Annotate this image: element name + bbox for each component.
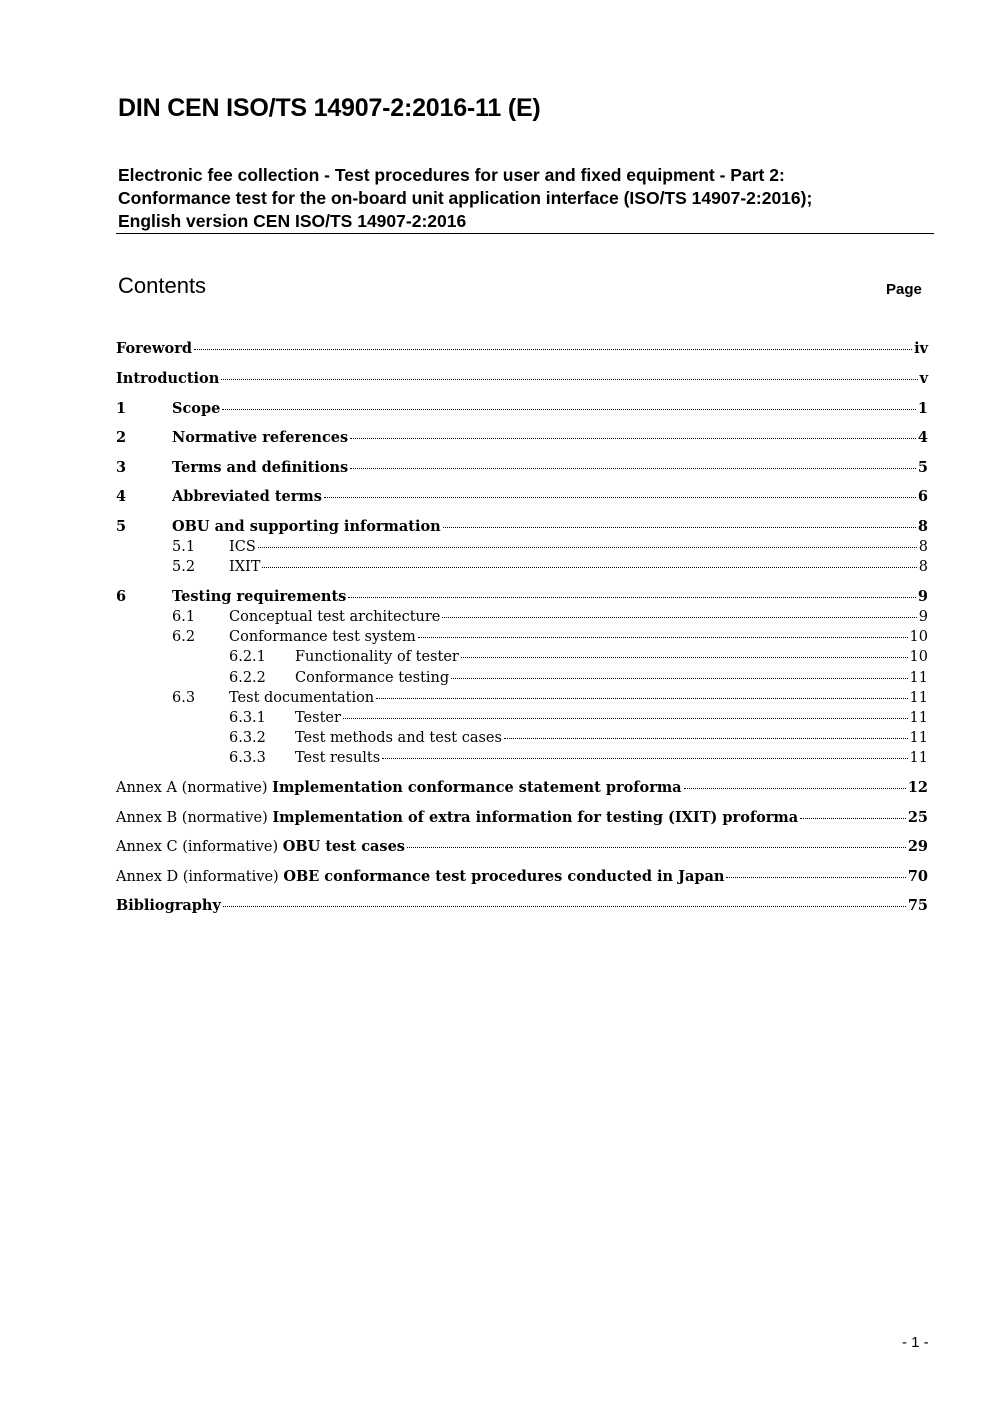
annex-title: Implementation conformance statement proforma (272, 779, 682, 796)
toc-entry-page: 5 (917, 459, 928, 476)
toc-entry-number: 6.3 (172, 690, 196, 706)
dot-leader (223, 906, 906, 907)
toc-entry-page: 1 (917, 400, 928, 417)
toc-entry-label: Test methods and test cases (295, 730, 502, 746)
toc-entry-number: 4 (116, 488, 127, 505)
dot-leader (324, 497, 916, 498)
toc-entry-abbreviated-terms[interactable] (116, 487, 928, 507)
toc-entry-page: iv (914, 340, 928, 357)
toc-entry-label (116, 808, 798, 828)
subtitle-line: English version CEN ISO/TS 14907-2:2016 (118, 211, 467, 231)
toc-entry-conceptual-test-architecture[interactable] (116, 607, 928, 627)
toc-entry-number: 2 (116, 429, 127, 446)
dot-leader (451, 678, 907, 679)
toc-entry-label: Introduction (116, 370, 220, 387)
toc-entry-normative-references[interactable] (116, 428, 928, 448)
toc-entry-number: 6.2 (172, 629, 196, 645)
document-title: DIN CEN ISO/TS 14907-2:2016-11 (E) (118, 94, 541, 122)
toc-entry-page: 12 (907, 779, 928, 796)
toc-entry-page: 4 (917, 429, 928, 446)
dot-leader (350, 468, 916, 469)
dot-leader (800, 818, 906, 819)
toc-entry-number: 3 (116, 459, 127, 476)
toc-entry-functionality-of-tester[interactable] (116, 647, 928, 667)
page-number: - 1 - (902, 1334, 929, 1351)
toc-entry-page: 8 (917, 518, 928, 535)
toc-entry-page: 8 (918, 539, 928, 555)
dot-leader (376, 698, 907, 699)
toc-entry-page: 25 (907, 809, 928, 826)
toc-entry-label: Functionality of tester (295, 649, 459, 665)
dot-leader (684, 788, 906, 789)
toc-entry-page: 9 (918, 609, 928, 625)
toc-entry-label: OBU and supporting information (172, 518, 441, 535)
toc-entry-page: 6 (917, 488, 928, 505)
toc-entry-scope[interactable] (116, 399, 928, 419)
toc-entry-page: 29 (907, 838, 928, 855)
toc-entry-page: v (919, 370, 928, 387)
toc-entry-tester[interactable] (116, 708, 928, 728)
annex-title: Implementation of extra information for testing (IXIT) proforma (272, 809, 799, 826)
dot-leader (222, 409, 916, 410)
toc-entry-label: Conformance test system (229, 629, 416, 645)
toc-entry-number: 6 (116, 588, 127, 605)
toc-entry-label: Bibliography (116, 897, 221, 914)
annex-title: OBU test cases (282, 838, 405, 855)
toc-entry-label: Test results (295, 750, 381, 766)
dot-leader (194, 349, 912, 350)
toc-entry-number: 6.1 (172, 609, 196, 625)
subtitle-line: Conformance test for the on-board unit application interface (ISO/TS 14907-2:2016); (118, 188, 813, 208)
toc-entry-bibliography[interactable] (116, 896, 928, 916)
toc-entry-label (116, 778, 682, 798)
toc-entry-number: 1 (116, 400, 127, 417)
toc-entry-page: 11 (909, 730, 928, 746)
contents-heading: Contents (118, 273, 207, 298)
toc-entry-label: Conceptual test architecture (229, 609, 441, 625)
toc-entry-page: 10 (909, 629, 928, 645)
toc-entry-number: 5.2 (172, 559, 196, 575)
annex-prefix: Annex A (normative) (116, 780, 273, 796)
toc-entry-conformance-testing[interactable] (116, 668, 928, 688)
toc-entry-label: Normative references (172, 429, 349, 446)
dot-leader (348, 597, 916, 598)
toc-entry-page: 11 (909, 670, 928, 686)
toc-entry-page: 9 (917, 588, 928, 605)
toc-entry-number: 6.2.2 (229, 670, 266, 686)
document-subtitle (118, 164, 933, 233)
toc-entry-number: 6.3.2 (229, 730, 266, 746)
toc-entry-annex-b[interactable] (116, 808, 928, 828)
annex-prefix: Annex D (informative) (116, 869, 284, 885)
toc-entry-annex-d[interactable] (116, 867, 928, 887)
toc-entry-annex-a[interactable] (116, 778, 928, 798)
dot-leader (504, 738, 908, 739)
dot-leader (407, 847, 906, 848)
dot-leader (221, 379, 917, 380)
dot-leader (382, 758, 907, 759)
toc-entry-page: 75 (907, 897, 928, 914)
toc-entry-foreword[interactable] (116, 339, 928, 359)
toc-entry-label: ICS (229, 539, 256, 555)
toc-entry-number: 6.3.1 (229, 710, 266, 726)
subtitle-line: Electronic fee collection - Test procedures for user and fixed equipment - Part 2: (118, 165, 785, 185)
toc-entry-annex-c[interactable] (116, 837, 928, 857)
dot-leader (418, 637, 908, 638)
toc-entry-label: Foreword (116, 340, 192, 357)
annex-prefix: Annex C (informative) (116, 839, 283, 855)
toc-entry-introduction[interactable] (116, 369, 928, 389)
toc-entry-label: Test documentation (229, 690, 375, 706)
toc-entry-number: 6.3.3 (229, 750, 266, 766)
toc-entry-test-methods-and-cases[interactable] (116, 728, 928, 748)
toc-entry-label: Abbreviated terms (172, 488, 322, 505)
dot-leader (442, 617, 916, 618)
toc-entry-page: 11 (909, 750, 928, 766)
toc-entry-page: 11 (909, 710, 928, 726)
toc-entry-testing-requirements[interactable] (116, 587, 928, 607)
toc-entry-terms-and-definitions[interactable] (116, 458, 928, 478)
toc-entry-page: 70 (907, 868, 928, 885)
dot-leader (343, 718, 908, 719)
toc-entry-page: 11 (909, 690, 928, 706)
toc-entry-number: 5 (116, 518, 127, 535)
toc-entry-label: IXIT (229, 559, 261, 575)
dot-leader (262, 567, 916, 568)
toc-entry-label (116, 867, 724, 887)
toc-entry-page: 8 (918, 559, 928, 575)
toc-entry-page: 10 (909, 649, 928, 665)
toc-entry-label: Terms and definitions (172, 459, 349, 476)
annex-title: OBE conformance test procedures conducted in Japan (283, 868, 725, 885)
dot-leader (443, 527, 916, 528)
toc-entry-ics[interactable] (116, 537, 928, 557)
toc-entry-test-documentation[interactable] (116, 688, 928, 708)
dot-leader (726, 877, 905, 878)
toc-entry-conformance-test-system[interactable] (116, 627, 928, 647)
toc-entry-label: Tester (295, 710, 341, 726)
title-divider (116, 233, 934, 234)
toc-entry-label (116, 837, 405, 857)
toc-entry-label: Conformance testing (295, 670, 450, 686)
annex-prefix: Annex B (normative) (116, 810, 273, 826)
dot-leader (350, 438, 916, 439)
toc-entry-number: 5.1 (172, 539, 196, 555)
toc-entry-ixit[interactable] (116, 557, 928, 577)
toc-entry-label: Scope (172, 400, 221, 417)
toc-entry-obu-supporting-information[interactable] (116, 517, 928, 537)
page-column-label: Page (886, 281, 922, 298)
dot-leader (258, 547, 917, 548)
toc-entry-test-results[interactable] (116, 748, 928, 768)
toc-entry-label: Testing requirements (172, 588, 347, 605)
toc-entry-number: 6.2.1 (229, 649, 266, 665)
dot-leader (461, 657, 908, 658)
